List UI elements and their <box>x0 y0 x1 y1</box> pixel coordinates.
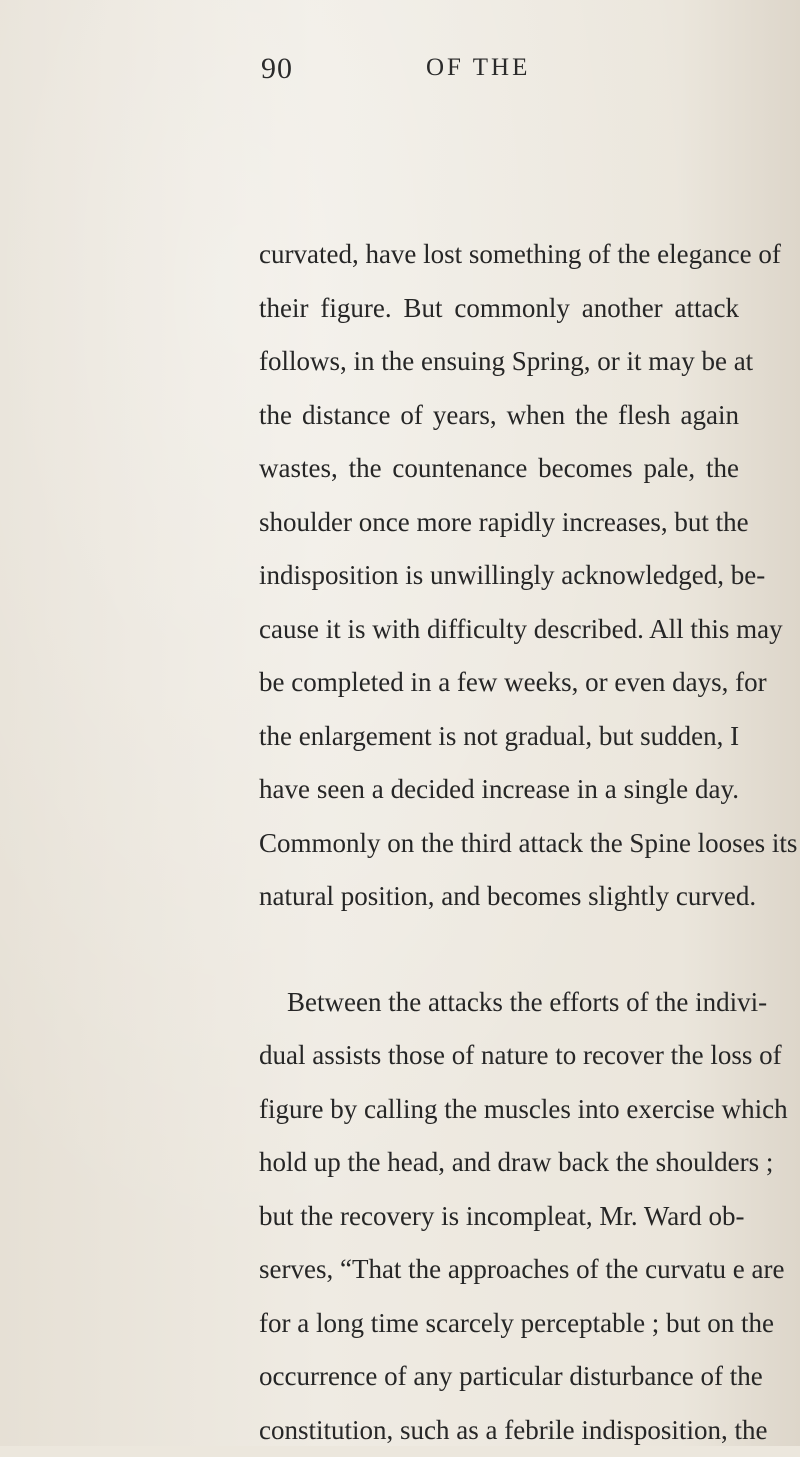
paragraph-2 <box>259 976 739 1457</box>
text-line: constitution, such as a febrile indisposition, the <box>259 1404 739 1457</box>
text-line: the enlargement is not gradual, but sudden, I <box>259 710 739 764</box>
text-line: occurrence of any particular disturbance of the <box>259 1350 739 1404</box>
text-line: indisposition is unwillingly acknowledged, be- <box>259 549 739 603</box>
text-line: natural position, and becomes slightly curved. <box>259 870 739 924</box>
paragraph-1 <box>259 228 739 924</box>
text-line: dual assists those of nature to recover the loss of <box>259 1029 739 1083</box>
text-line: Between the attacks the efforts of the indivi- <box>259 976 739 1030</box>
text-line: follows, in the ensuing Spring, or it may be at <box>259 335 739 389</box>
text-line: serves, “That the approaches of the curvatu e are <box>259 1243 739 1297</box>
paragraph-gap <box>259 924 739 976</box>
text-line: but the recovery is incompleat, Mr. Ward ob- <box>259 1190 739 1244</box>
text-line: for a long time scarcely perceptable ; but on the <box>259 1297 739 1351</box>
text-line: the distance of years, when the flesh again <box>259 389 739 443</box>
text-line: be completed in a few weeks, or even days, for <box>259 656 739 710</box>
text-line: shoulder once more rapidly increases, but the <box>259 496 739 550</box>
text-line: cause it is with difficulty described. All this may <box>259 603 739 657</box>
text-line: their figure. But commonly another attack <box>259 282 739 336</box>
text-line: wastes, the countenance becomes pale, the <box>259 442 739 496</box>
text-line: hold up the head, and draw back the shoulders ; <box>259 1136 739 1190</box>
text-line: have seen a decided increase in a single day. <box>259 763 739 817</box>
running-head <box>0 52 800 92</box>
text-line: figure by calling the muscles into exercise which <box>259 1083 739 1137</box>
body-text <box>259 228 739 1457</box>
text-line: curvated, have lost something of the elegance of <box>259 228 739 282</box>
running-title: OF THE <box>426 54 530 82</box>
page-number: 90 <box>261 52 293 86</box>
text-line: Commonly on the third attack the Spine looses its <box>259 817 739 871</box>
